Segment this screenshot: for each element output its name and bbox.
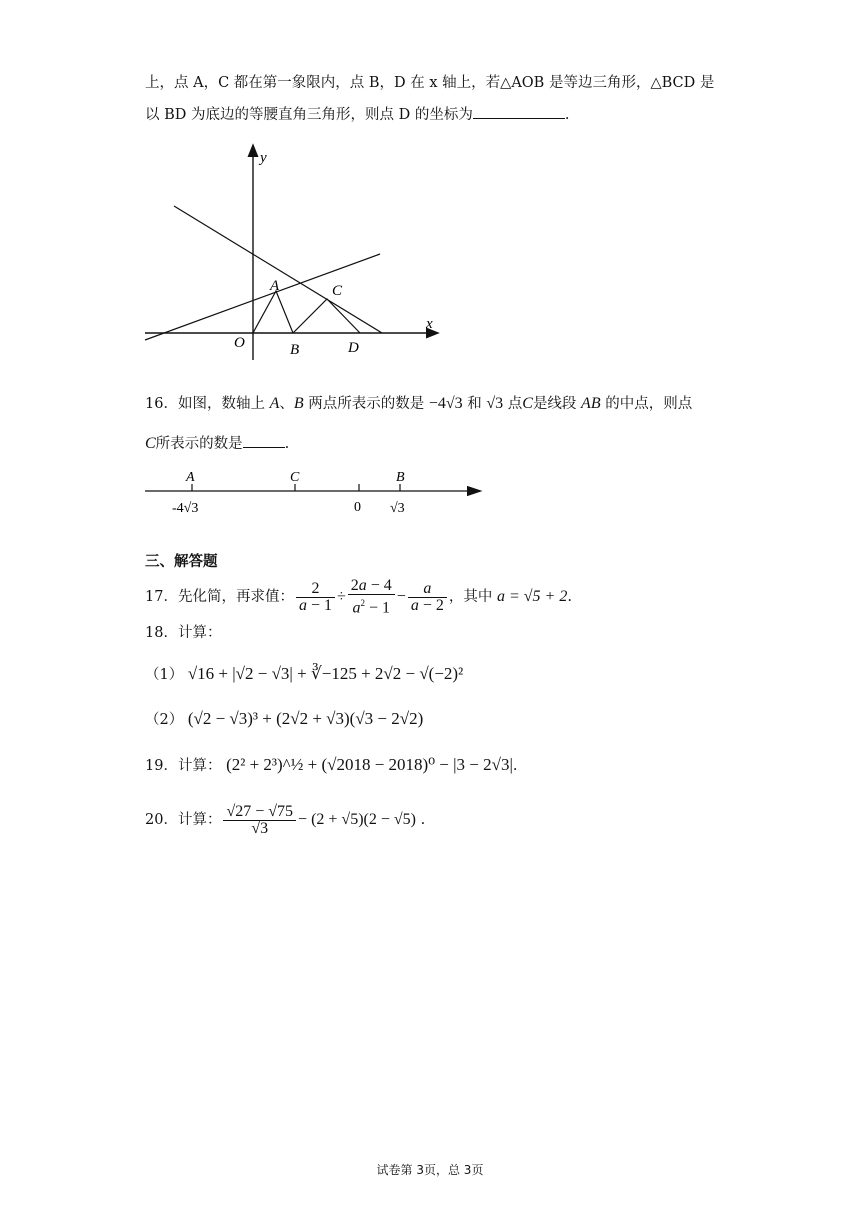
label-c: C	[332, 283, 343, 299]
q18-p2-expression: (√2 − √3)³ + (2√2 + √3)(√3 − 2√2)	[187, 709, 424, 728]
q20-label: 20．计算：	[145, 812, 222, 828]
q20-fraction	[223, 804, 296, 837]
number-line-figure	[140, 462, 490, 522]
q20	[145, 798, 425, 842]
page-footer: 试卷第 3页，总 3页	[376, 1163, 484, 1177]
q15-line2-text: 以 BD 为底边的等腰直角三角形，则点 D 的坐标为	[145, 107, 473, 123]
q15-line2-end: .	[564, 107, 570, 123]
q18-part2	[145, 708, 423, 731]
q15-figure	[140, 140, 450, 365]
q17-fraction-3: $\frac{a}{a - 2}$	[408, 581, 447, 614]
q20-end: .	[420, 812, 426, 828]
line-down	[174, 206, 382, 333]
q17-fraction-1: $\frac{2}{a - 1}$	[296, 581, 335, 614]
q17: 17．先化简，再求值： $\frac{2}{a - 1}$ ÷ $\frac{2a - 4}{a^2 - 1}$ − $\frac{a}{a - 2}$ ，其中 a = √5 + 2.	[145, 577, 572, 617]
nl-value-zero: 0	[354, 500, 361, 515]
label-b: B	[290, 342, 300, 358]
answer-blank	[473, 104, 565, 119]
q16-text-c: 点	[507, 396, 523, 412]
q15-line1: 上，点 A，C 都在第一象限内，点 B，D 在 x 轴上，若△AOB 是等边三角形，△BCD 是	[145, 75, 715, 91]
q16-text-e: 的中点，则点	[605, 396, 693, 412]
q17-where: ，其中	[448, 589, 493, 606]
q19-label: 19．计算：	[145, 758, 222, 774]
q16-point-c: C	[522, 395, 533, 412]
q16-and: 和	[467, 396, 482, 412]
label-d: D	[348, 340, 359, 356]
section-heading: 三、解答题	[145, 554, 218, 570]
q16-point-b: B	[293, 395, 304, 412]
q20-denominator: √3	[251, 819, 269, 837]
line-up	[145, 254, 380, 340]
q18-p2-label: （2）	[145, 712, 184, 728]
q19-expression: (2² + 2³)^½ + (√2018 − 2018)⁰ − |3 − 2√3|	[226, 755, 513, 774]
q16-line2	[145, 433, 289, 455]
label-o: O	[234, 335, 245, 351]
q17-condition: a = √5 + 2	[496, 588, 568, 606]
q17-end: .	[567, 589, 572, 606]
answer-blank	[243, 433, 285, 448]
q17-fraction-2: $\frac{2a - 4}{a^2 - 1}$	[348, 578, 395, 616]
q17-label: 17．先化简，再求值：	[145, 589, 294, 606]
q16-text-d: 是线段	[532, 396, 577, 412]
q16-line2-text: 所表示的数是	[155, 436, 243, 452]
triangle-aob	[253, 291, 293, 333]
q16-value-b: √3	[486, 395, 504, 412]
q18-p1-label: （1）	[145, 667, 184, 683]
nl-value-b: √3	[390, 501, 405, 516]
nl-label-c: C	[290, 470, 300, 485]
q16-line2-end: .	[284, 436, 290, 452]
q18-label: 18．计算：	[145, 625, 222, 641]
q16-text-a: 16．如图，数轴上	[145, 396, 265, 412]
nl-label-b: B	[396, 470, 405, 485]
nl-label-a: A	[186, 470, 195, 485]
label-y: y	[260, 150, 267, 166]
q16-sep: 、	[279, 396, 294, 412]
q16-segment-ab: AB	[581, 395, 601, 412]
q16-value-a: −4√3	[428, 395, 463, 412]
q20-rest: − (2 + √5)(2 − √5)	[298, 811, 416, 828]
q19	[145, 754, 517, 777]
label-a: A	[270, 278, 280, 294]
q18-part1	[145, 663, 463, 686]
q16-point-c-2: C	[145, 435, 156, 452]
q15-line2	[145, 104, 569, 126]
q16-text-b: 两点所表示的数是	[308, 396, 425, 412]
label-x: x	[426, 316, 433, 332]
q16-line1	[145, 393, 692, 415]
q19-end: .	[512, 758, 518, 774]
q20-numerator: √27 − √75	[223, 804, 296, 821]
q16-point-a: A	[269, 395, 280, 412]
triangle-bcd	[293, 299, 360, 333]
nl-value-a: -4√3	[172, 501, 199, 516]
q18-p1-expression: √16 + |√2 − √3| + ∛−125 + 2√2 − √(−2)²	[187, 664, 464, 683]
